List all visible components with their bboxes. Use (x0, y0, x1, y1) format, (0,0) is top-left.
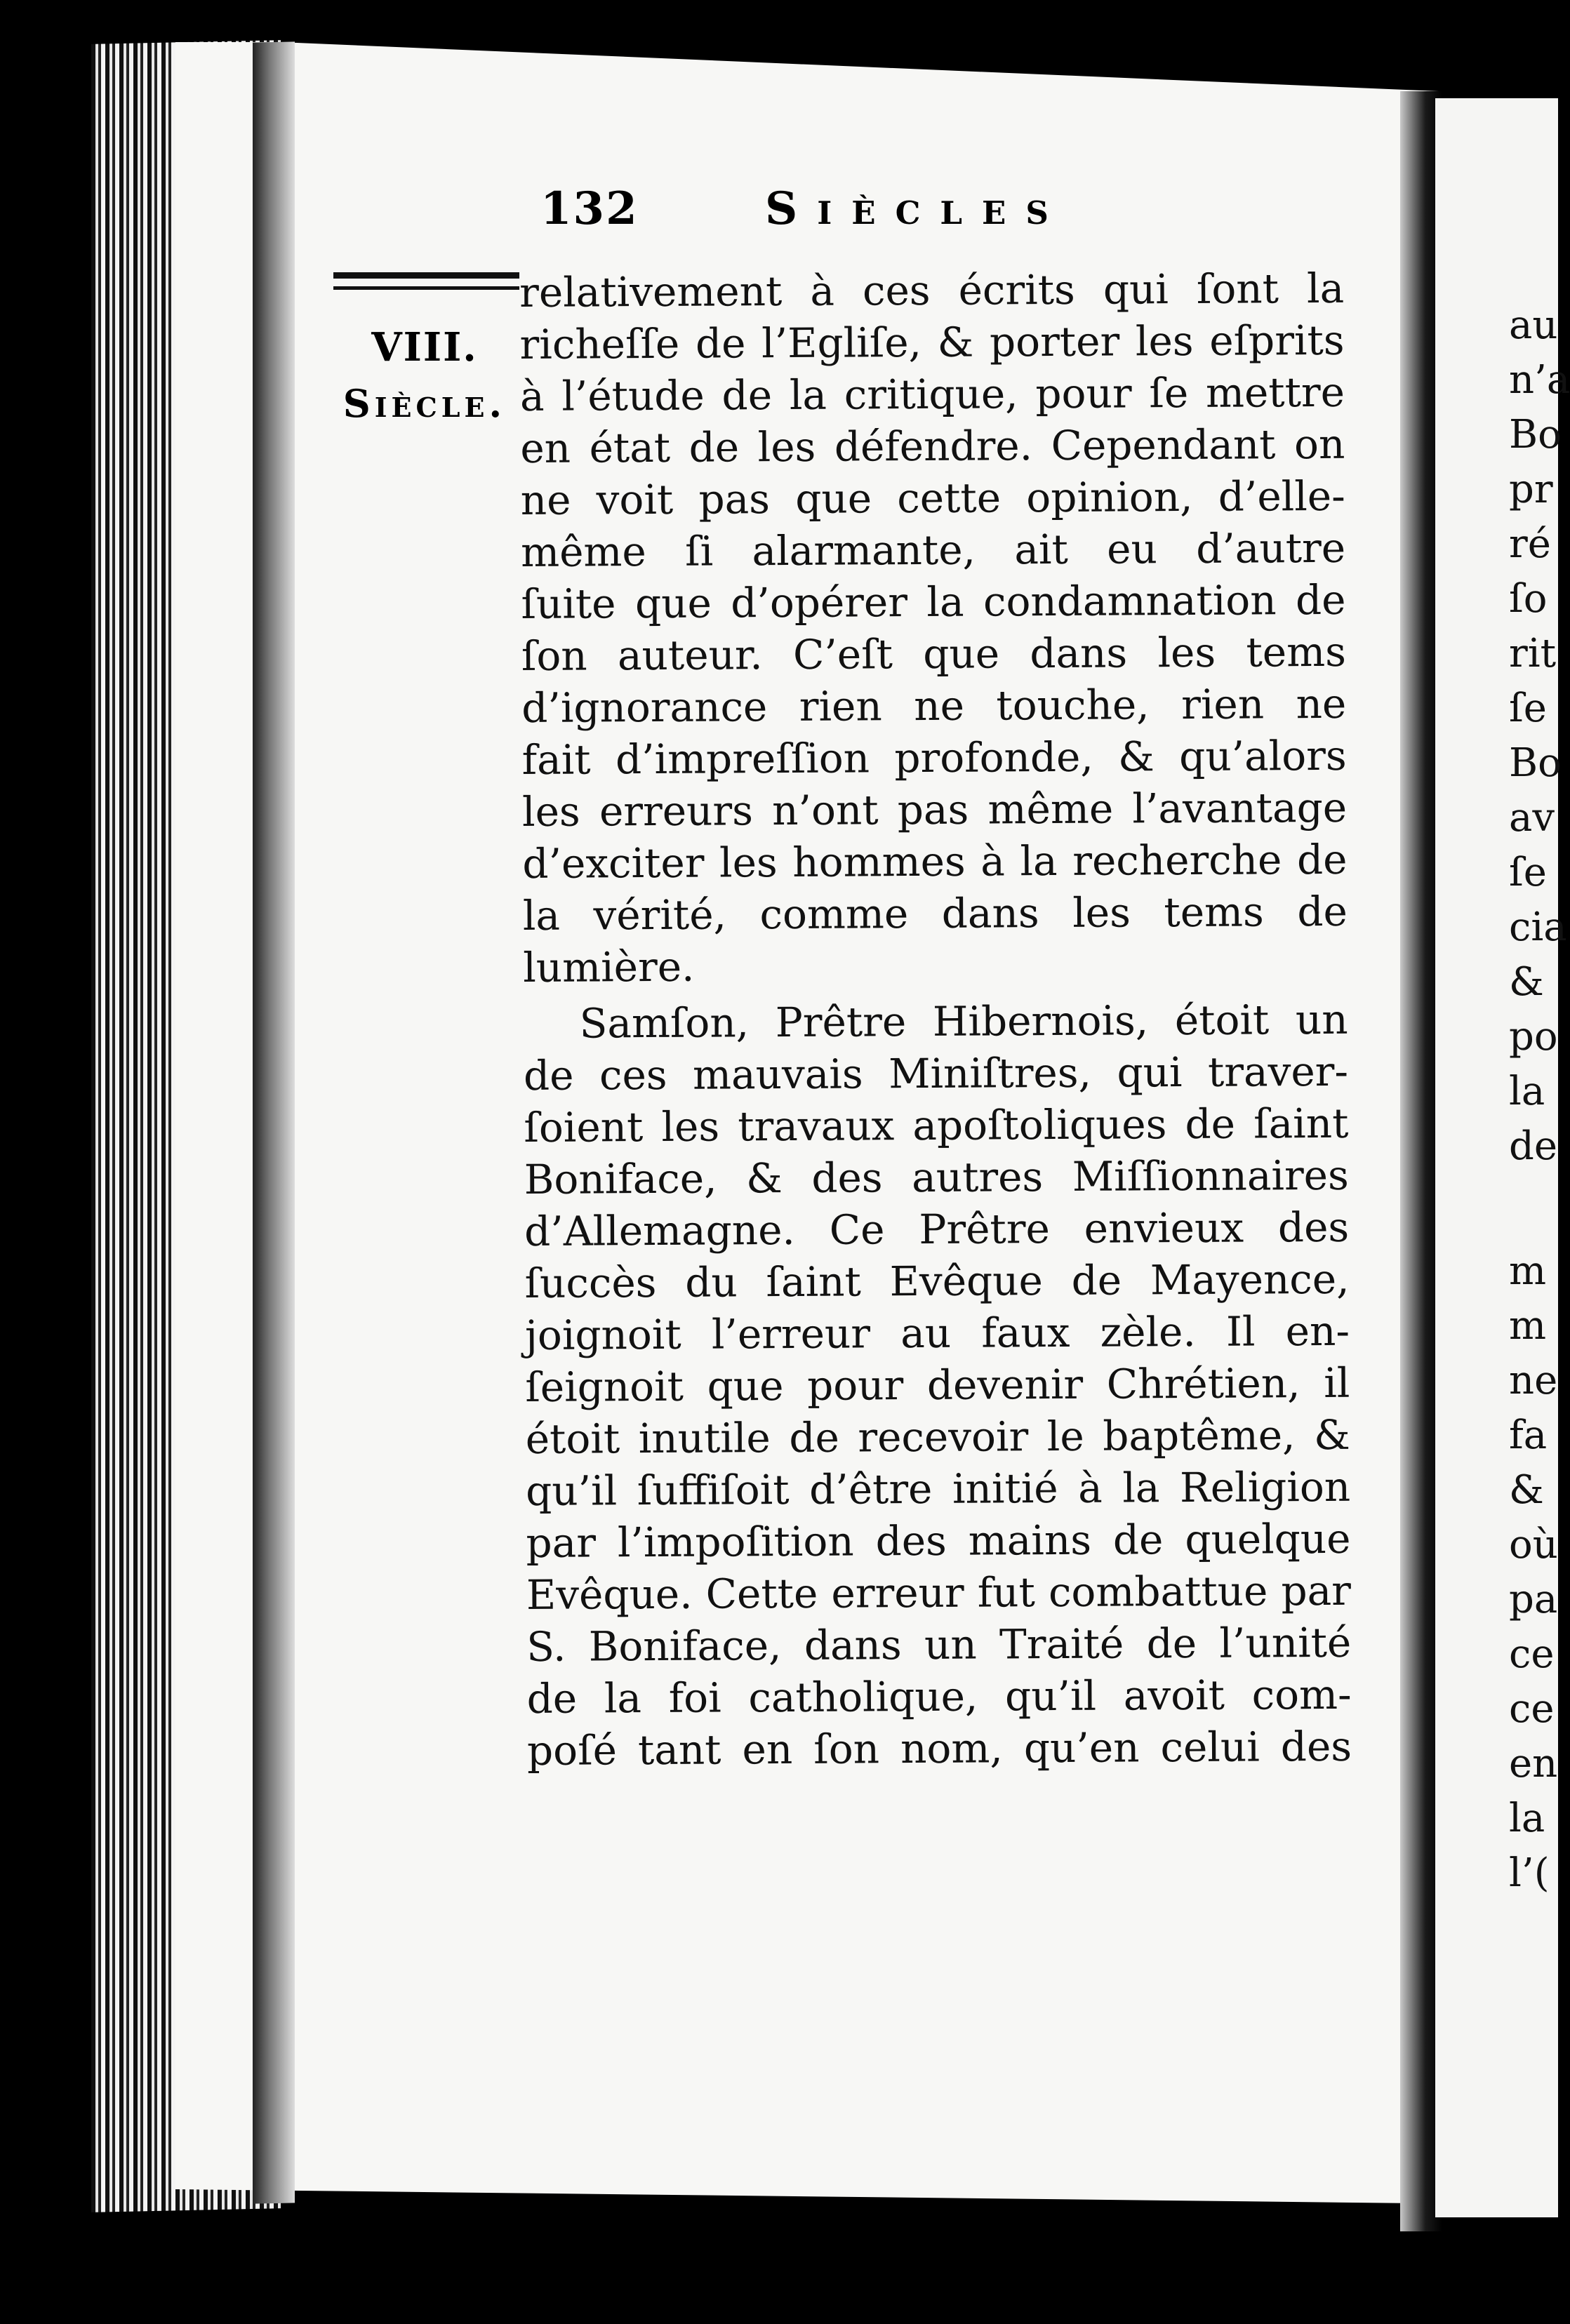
text-line: joignoit l’erreur au faux zèle. Il en- (524, 1307, 1350, 1359)
neighbor-fragment: la (1509, 1069, 1545, 1114)
margin-siecle: Siècle. (342, 381, 507, 426)
neighbor-fragment: la (1509, 1796, 1545, 1841)
margin-century: VIII. (371, 324, 478, 370)
neighbor-fragment: au (1509, 302, 1558, 348)
text-line: lumière. (523, 942, 695, 991)
margin-note (330, 319, 519, 432)
text-line: de ces mauvais Miniſtres, qui traver- (523, 1047, 1349, 1100)
neighbor-fragment: m (1509, 1303, 1547, 1349)
neighbor-fragment: où (1509, 1522, 1558, 1568)
text-line: de la foi catholique, qu’il avoit com- (526, 1670, 1352, 1723)
text-line: S. Boniface, dans un Traité de l’unité (526, 1618, 1352, 1671)
text-line: ſuccès du ſaint Evêque de Mayence, (524, 1255, 1350, 1307)
text-line: à l’étude de la critique, pour ſe mettre (519, 368, 1345, 420)
text-line: d’Allemagne. Ce Prêtre envieux des (524, 1203, 1350, 1255)
text-line: d’ignorance rien ne touche, rien ne (521, 679, 1347, 732)
neighbor-fragment: ré (1509, 521, 1551, 567)
neighbor-fragment: av (1509, 795, 1555, 841)
body-text (519, 262, 1352, 1777)
text-line: ſon auteur. C’eſt que dans les tems (521, 627, 1347, 680)
text-line: fait d’impreſſion profonde, & qu’alors (521, 731, 1347, 784)
neighbor-fragment: n’a (1509, 357, 1570, 403)
neighbor-fragment: fa (1509, 1413, 1548, 1458)
text-line: relativement à ces écrits qui ſont la (519, 264, 1345, 316)
text-line: ſeignoit que pour devenir Chrétien, il (525, 1358, 1350, 1411)
neighbor-fragment: cia (1509, 904, 1567, 950)
neighbor-fragment: ſo (1509, 576, 1548, 622)
text-line: richeſſe de l’Egliſe, & porter les eſprits (519, 316, 1345, 368)
neighbor-fragment: pr (1509, 467, 1553, 512)
neighbor-gap (1509, 1174, 1558, 1244)
text-line: ſoient les travaux apoſtoliques de ſaint (524, 1099, 1349, 1151)
neighbor-fragment: ce (1509, 1686, 1555, 1732)
text-line: ne voit pas que cette opinion, d’elle- (520, 472, 1345, 524)
text-line: Evêque. Cette erreur fut combattue par (526, 1566, 1352, 1619)
text-line: poſé tant en ſon nom, qu’en celui des (526, 1722, 1352, 1775)
text-line: par l’impoſition des mains de quelque (526, 1514, 1351, 1567)
ornamental-rule (333, 272, 519, 279)
neighbor-fragment: & (1509, 959, 1544, 1005)
neighbor-fragment: & (1509, 1467, 1544, 1513)
text-line: même ſi alarmante, ait eu d’autre (520, 523, 1346, 576)
text-line: Boniface, & des autres Miſſionnaires (524, 1151, 1349, 1203)
neighbor-fragment: ſe (1509, 686, 1547, 731)
text-line: en état de les défendre. Cependant on (520, 420, 1345, 472)
running-head (540, 182, 1116, 253)
neighbor-fragment: rit (1509, 631, 1557, 676)
neighbor-page-text (1509, 298, 1570, 1901)
paragraph-2 (523, 994, 1352, 1777)
text-line: qu’il ſuffiſoit d’être initié à la Religion (525, 1462, 1351, 1515)
text-line: étoit inutile de recevoir le baptême, & (525, 1410, 1350, 1463)
neighbor-fragment: en (1509, 1741, 1558, 1787)
neighbor-fragment: de (1509, 1123, 1557, 1169)
paragraph-1 (519, 262, 1348, 994)
neighbor-fragment: ſe (1509, 850, 1547, 895)
neighbor-fragment: Bo (1509, 412, 1562, 458)
text-line: d’exciter les hommes à la recherche de (522, 835, 1348, 888)
page-number: 132 (540, 182, 639, 235)
gutter-shadow (253, 41, 295, 2203)
neighbor-fragment: pa (1509, 1577, 1558, 1622)
neighbor-fragment: ne (1509, 1358, 1558, 1403)
running-title: Siècles (765, 182, 1068, 235)
text-line: les erreurs n’ont pas même l’avantage (521, 783, 1348, 836)
ornamental-rule-thin (333, 286, 519, 290)
neighbor-fragment: Bo (1509, 740, 1562, 786)
text-line: ſuite que d’opérer la condamnation de (521, 575, 1346, 628)
text-line: la vérité, comme dans les tems de (522, 887, 1348, 940)
neighbor-fragment: ce (1509, 1631, 1555, 1677)
neighbor-fragment: l’( (1509, 1850, 1550, 1896)
neighbor-fragment: m (1509, 1248, 1547, 1294)
text-line: Samſon, Prêtre Hibernois, étoit un (579, 995, 1348, 1048)
neighbor-fragment: po (1509, 1014, 1558, 1060)
